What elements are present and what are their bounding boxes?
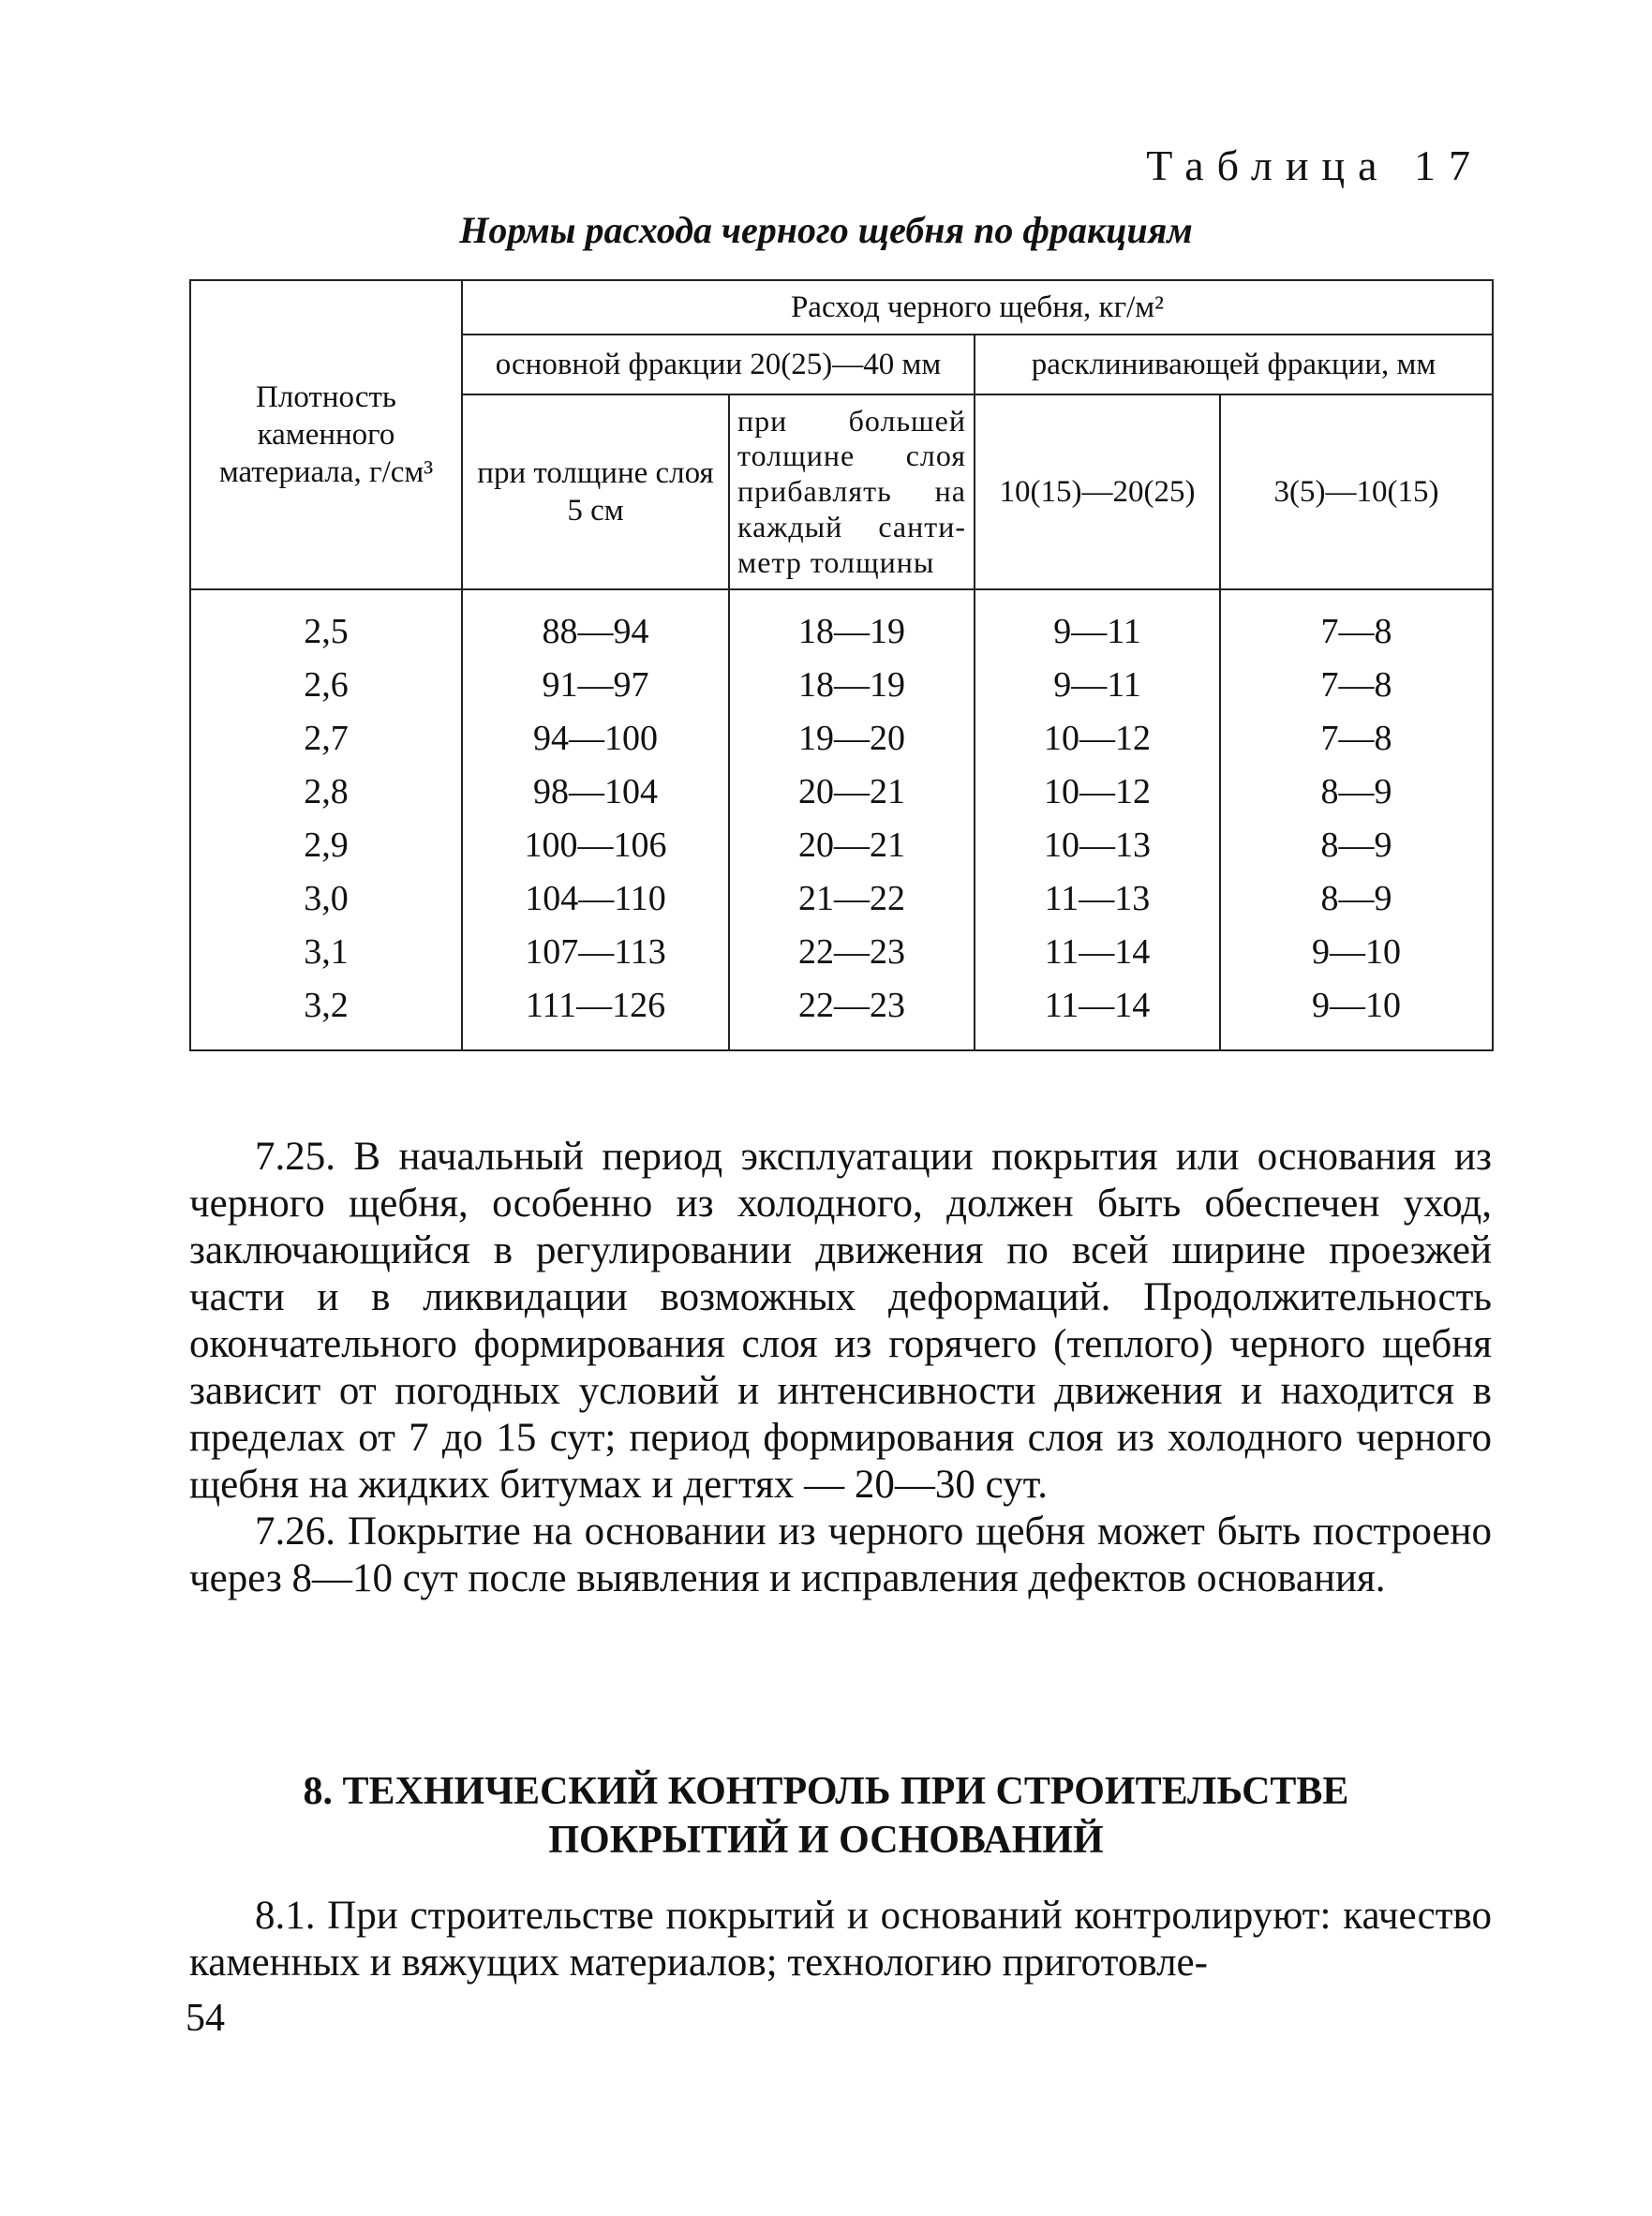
section-heading-line-1: 8. ТЕХНИЧЕСКИЙ КОНТРОЛЬ ПРИ СТРОИТЕЛЬСТВЕ	[303, 1770, 1349, 1813]
cell: 8—9	[1320, 879, 1392, 918]
cell: 11—14	[1044, 932, 1151, 972]
cell: 2,7	[304, 719, 349, 758]
cell: 2,9	[304, 825, 349, 865]
column-fraction-a	[975, 589, 1220, 1050]
body-paragraphs	[189, 1134, 1492, 1602]
section-body	[189, 1893, 1492, 1986]
cell: 19—20	[798, 719, 905, 758]
cell: 2,8	[304, 772, 349, 811]
cell: 98—104	[533, 772, 658, 811]
cell: 3,0	[304, 879, 349, 918]
header-main-fraction: основной фракции 20(25)—40 мм	[462, 335, 975, 394]
cell: 94—100	[533, 719, 658, 758]
cell: 3,2	[304, 986, 349, 1025]
cell: 22—23	[798, 932, 905, 972]
cell: 2,6	[304, 665, 349, 705]
cell: 3,1	[304, 932, 349, 972]
cell: 9—10	[1312, 932, 1401, 972]
cell: 10—12	[1044, 772, 1151, 811]
cell: 88—94	[542, 612, 649, 651]
column-per-cm	[729, 589, 975, 1050]
header-wedging-fraction: расклинивающей фракции, мм	[975, 335, 1493, 394]
header-layer-5cm: при толщине слоя 5 см	[462, 394, 729, 589]
column-density	[190, 589, 462, 1050]
cell: 7—8	[1320, 719, 1392, 758]
cell: 9—11	[1053, 665, 1141, 705]
cell: 8—9	[1320, 772, 1392, 811]
section-heading	[0, 1767, 1652, 1865]
cell: 100—106	[524, 825, 667, 865]
paragraph-7-25: 7.25. В начальный период эксплуатации покрытия или основания из черного щебня, особенно из холодного, должен быть обеспечен уход, заключающийся в регулировании движения по всей ширине проезжей части и в ликвидации возможных деформаций. Продолжительность окончательного формирования слоя из горячего (теплого) черного щебня зависит от погодных условий и интенсивности движения и находится в пределах от 7 до 15 сут; период формирования слоя из холодного черного щебня на жидких битумах и дегтях — 20—30 сут.	[189, 1135, 1492, 1507]
cell: 20—21	[798, 825, 905, 865]
cell: 107—113	[525, 932, 666, 972]
cell: 11—14	[1044, 986, 1151, 1025]
norms-table	[189, 279, 1494, 1051]
cell: 7—8	[1320, 665, 1392, 705]
cell: 2,5	[304, 612, 349, 651]
cell: 18—19	[798, 665, 905, 705]
cell: 91—97	[542, 665, 649, 705]
cell: 22—23	[798, 986, 905, 1025]
column-fraction-b	[1220, 589, 1493, 1050]
header-fraction-a: 10(15)—20(25)	[975, 394, 1220, 589]
column-layer-5cm	[462, 589, 729, 1050]
cell: 111—126	[525, 986, 666, 1025]
paragraph-7-26: 7.26. Покрытие на основании из черного щебня может быть построено через 8—10 сут после выявления и исправления дефектов основания.	[189, 1510, 1492, 1600]
header-per-cm: при большей толщине слоя прибавлять на каждый санти-метр толщины	[729, 394, 975, 589]
cell: 21—22	[798, 879, 905, 918]
table-label: Таблица 17	[1146, 141, 1483, 189]
cell: 10—13	[1044, 825, 1151, 865]
table-title: Нормы расхода черного щебня по фракциям	[459, 209, 1193, 251]
cell: 20—21	[798, 772, 905, 811]
cell: 7—8	[1320, 612, 1392, 651]
header-fraction-b: 3(5)—10(15)	[1220, 394, 1493, 589]
cell: 11—13	[1044, 879, 1151, 918]
paragraph-8-1: 8.1. При строительстве покрытий и оснований контролируют: качество каменных и вяжущих материалов; технологию приготовле-	[189, 1894, 1492, 1985]
cell: 9—11	[1053, 612, 1141, 651]
cell: 18—19	[798, 612, 905, 651]
header-density: Плотность каменного материала, г/см³	[190, 280, 462, 589]
cell: 104—110	[525, 879, 666, 918]
section-heading-line-2: ПОКРЫТИЙ И ОСНОВАНИЙ	[548, 1819, 1104, 1862]
cell: 8—9	[1320, 825, 1392, 865]
page-number: 54	[186, 1997, 225, 2040]
cell: 10—12	[1044, 719, 1151, 758]
cell: 9—10	[1312, 986, 1401, 1025]
header-consumption: Расход черного щебня, кг/м²	[462, 280, 1493, 335]
